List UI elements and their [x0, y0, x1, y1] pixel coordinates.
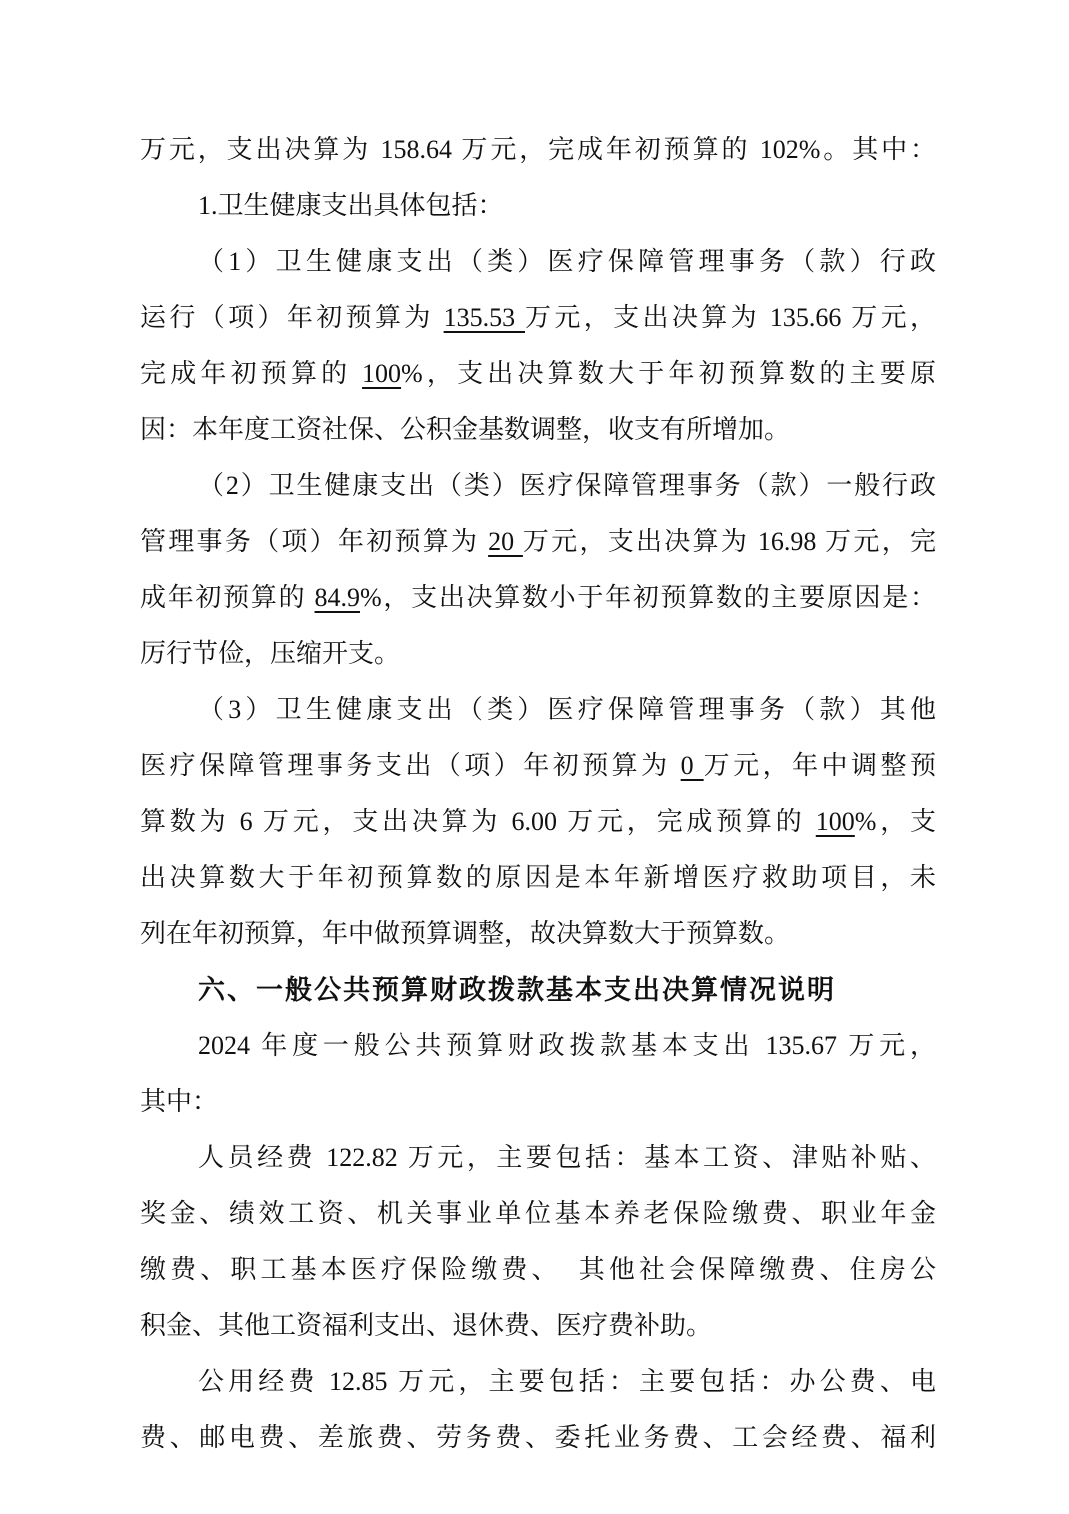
text-segment: 算数为 6 万元，支出决算为 6.00 万元，完成预算的	[140, 807, 816, 836]
text-line	[140, 1018, 936, 1074]
text-line	[140, 794, 936, 850]
text-segment: 万元，支出决算为 16.98 万元，完	[522, 527, 936, 556]
text-segment: %，支出决算数大于年初预算数的主要原	[401, 359, 936, 388]
text-segment: 列在年初预算，年中做预算调整，故决算数大于预算数。	[140, 919, 791, 948]
text-line	[140, 626, 936, 682]
text-segment: 医疗保障管理事务支出（项）年初预算为	[140, 751, 681, 780]
text-segment: 厉行节俭，压缩开支。	[140, 639, 401, 668]
text-segment: 因：本年度工资社保、公积金基数调整，收支有所增加。	[140, 415, 791, 444]
text-line	[140, 290, 936, 346]
text-line	[140, 1242, 936, 1298]
text-segment: 公用经费 12.85 万元，主要包括：主要包括：办公费、电	[198, 1367, 936, 1396]
text-segment: 运行（项）年初预算为	[140, 303, 444, 332]
text-line	[140, 682, 936, 738]
text-segment: 费、邮电费、差旅费、劳务费、委托业务费、工会经费、福利	[140, 1423, 936, 1452]
underlined-value: 100	[362, 359, 402, 388]
text-segment: （1）卫生健康支出（类）医疗保障管理事务（款）行政	[198, 247, 936, 276]
text-line	[140, 458, 936, 514]
text-line	[140, 906, 936, 962]
document-body	[140, 122, 936, 1466]
text-segment: （2）卫生健康支出（类）医疗保障管理事务（款）一般行政	[198, 471, 936, 500]
underlined-value: 100	[815, 807, 855, 836]
underlined-value: 0	[680, 751, 704, 780]
text-segment: 2024 年度一般公共预算财政拨款基本支出 135.67 万元，	[198, 1031, 936, 1060]
text-line	[140, 234, 936, 290]
text-segment: 六、一般公共预算财政拨款基本支出决算情况说明	[198, 975, 836, 1005]
text-segment: 出决算数大于年初预算数的原因是本年新增医疗救助项目，未	[140, 863, 936, 892]
text-segment: %，支	[854, 807, 936, 836]
text-segment: 完成年初预算的	[140, 359, 363, 388]
text-line	[140, 570, 936, 626]
text-segment: 管理事务（项）年初预算为	[140, 527, 489, 556]
text-line	[140, 178, 936, 234]
text-segment: 奖金、绩效工资、机关事业单位基本养老保险缴费、职业年金	[140, 1199, 936, 1228]
text-line	[140, 514, 936, 570]
text-segment: %，支出决算数小于年初预算数的主要原因是：	[360, 583, 936, 612]
text-segment: （3）卫生健康支出（类）医疗保障管理事务（款）其他	[198, 695, 936, 724]
text-line	[140, 738, 936, 794]
text-line	[140, 346, 936, 402]
text-line	[140, 1074, 936, 1130]
text-segment: 万元，年中调整预	[703, 751, 936, 780]
text-segment: 缴费、职工基本医疗保险缴费、 其他社会保障缴费、住房公	[140, 1255, 936, 1284]
underlined-value: 135.53	[443, 303, 525, 332]
text-segment: 万元，支出决算为 158.64 万元，完成年初预算的 102%。其中：	[140, 135, 936, 164]
text-line	[140, 402, 936, 458]
text-line	[140, 1186, 936, 1242]
text-segment: 成年初预算的	[140, 583, 315, 612]
text-line	[140, 850, 936, 906]
text-segment: 其中：	[140, 1087, 219, 1116]
text-line	[140, 122, 936, 178]
underlined-value: 20	[488, 527, 523, 556]
text-line	[140, 1298, 936, 1354]
text-line	[140, 1130, 936, 1186]
text-line	[140, 1354, 936, 1410]
section-heading	[140, 962, 936, 1018]
underlined-value: 84.9	[314, 583, 361, 612]
text-line	[140, 1410, 936, 1466]
text-segment: 1.卫生健康支出具体包括：	[198, 191, 504, 220]
text-segment: 人员经费 122.82 万元，主要包括：基本工资、津贴补贴、	[198, 1143, 936, 1172]
text-segment: 万元，支出决算为 135.66 万元，	[525, 303, 936, 332]
text-segment: 积金、其他工资福利支出、退休费、医疗费补助。	[140, 1311, 713, 1340]
